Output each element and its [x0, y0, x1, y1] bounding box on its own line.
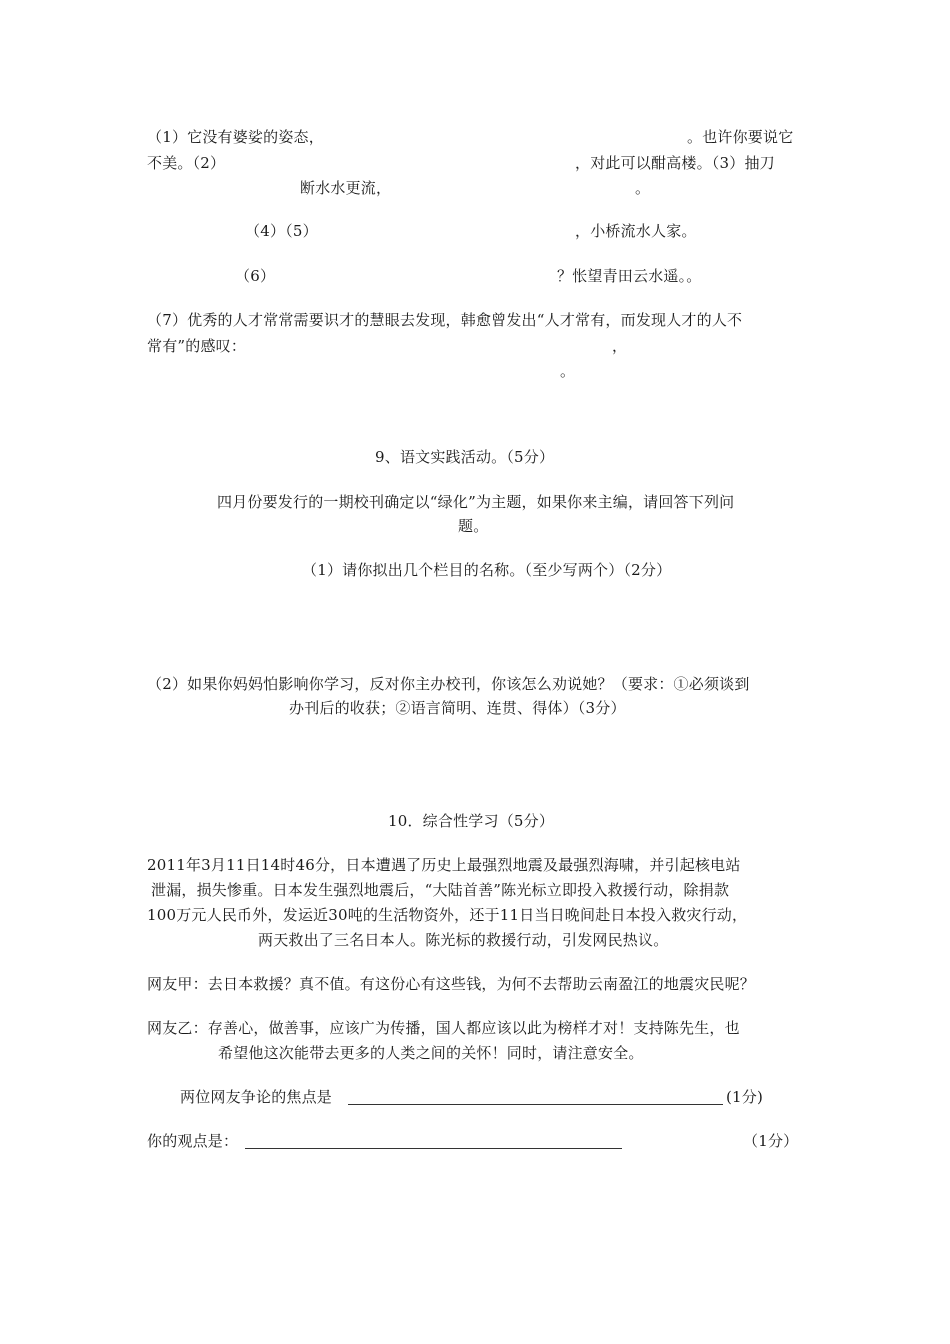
focus-label: 两位网友争论的焦点是: [180, 1088, 333, 1106]
q9-intro-line2: 题。: [458, 517, 489, 535]
netizen-b-comment-line1: 网友乙：存善心，做善事，应该广为传播，国人都应该以此为榜样才对！支持陈先生，也: [147, 1019, 740, 1037]
q9-intro-line1: 四月份要发行的一期校刊确定以“绿化”为主题，如果你来主编，请回答下列问: [217, 493, 735, 511]
q8-line6: （7）优秀的人才常常需要识才的慧眼去发现，韩愈曾发出“人才常有，而发现人才的人不: [147, 311, 743, 329]
q10-paragraph-line2: 泄漏，损失惨重。日本发生强烈地震后，“大陆首善”陈光标立即投入救援行动，除捐款: [151, 881, 730, 899]
q10-paragraph-line1: 2011年3月11日14时46分，日本遭遇了历史上最强烈地震及最强烈海啸，并引起核电站: [147, 856, 741, 874]
focus-answer-line[interactable]: [348, 1104, 723, 1105]
q10-paragraph-line3: 100万元人民币外，发运近30吨的生活物资外，还于11日当日晚间赴日本投入救灾行动，: [147, 906, 748, 924]
q8-line7-start: 常有”的感叹：: [147, 337, 247, 355]
q8-line3-start: 断水水更流，: [300, 179, 392, 197]
q8-line3-end: 。: [635, 179, 651, 197]
q8-line1-start: （1）它没有婆娑的姿态，: [147, 128, 324, 146]
q9-sub2-line2: 办刊后的收获；②语言简明、连贯、得体）（3分）: [289, 699, 626, 717]
view-label: 你的观点是：: [147, 1132, 239, 1150]
q10-paragraph-line4: 两天救出了三名日本人。陈光标的救援行动，引发网民热议。: [258, 931, 669, 949]
q8-line7-end: ，: [612, 337, 628, 355]
netizen-a-comment: 网友甲：去日本救援？真不值。有这份心有这些钱，为何不去帮助云南盈江的地震灾民呢？: [147, 975, 756, 993]
netizen-b-comment-line2: 希望他这次能带去更多的人类之间的关怀！同时，请注意安全。: [218, 1044, 644, 1062]
q9-sub2-line1: （2）如果你妈妈怕影响你学习，反对你主办校刊，你该怎么劝说她？（要求：①必须谈到: [147, 675, 750, 693]
view-score: （1分）: [743, 1132, 799, 1150]
view-answer-line[interactable]: [245, 1148, 622, 1149]
q8-line8: 。: [560, 362, 576, 380]
q8-line2-start: 不美。（2）: [147, 154, 226, 172]
q8-line4-end: ，小桥流水人家。: [575, 222, 697, 240]
q9-sub1: （1）请你拟出几个栏目的名称。（至少写两个）（2分）: [302, 561, 672, 579]
q8-line5-end: ？怅望青田云水遥。。: [557, 267, 702, 285]
q10-title: 10．综合性学习（5分）: [388, 812, 555, 830]
q8-line2-mid: ，对此可以酣高楼。（3）抽刀: [575, 154, 775, 172]
focus-score: (1分): [726, 1088, 764, 1106]
q8-line4-start: （4）（5）: [245, 222, 318, 240]
q8-line1-end: 。也许你要说它: [687, 128, 794, 146]
q8-line5-start: （6）: [235, 267, 276, 285]
q9-title: 9、语文实践活动。（5分）: [375, 448, 555, 466]
